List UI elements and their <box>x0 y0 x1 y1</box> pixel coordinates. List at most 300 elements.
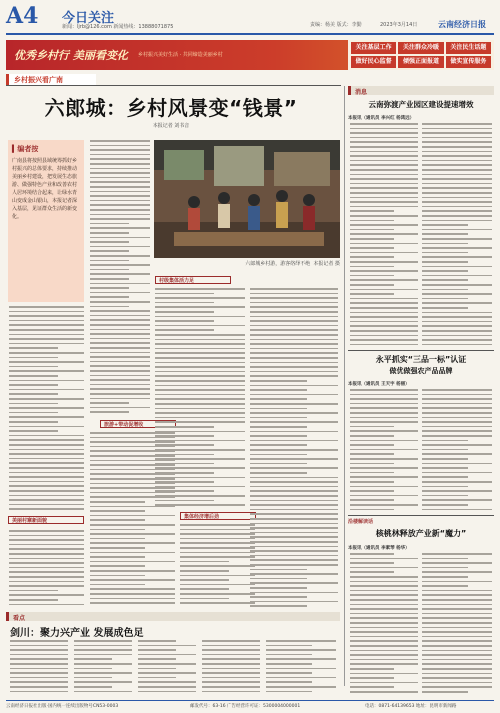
body-text-line <box>350 312 418 314</box>
badge-3: 关注民生话题 <box>446 42 491 54</box>
main-headline: 六郎城：乡村风景变“钱景” <box>44 96 298 120</box>
body-text-line <box>350 344 418 346</box>
photo-scene <box>154 140 340 258</box>
body-text-line <box>90 593 175 595</box>
subhead-1 <box>155 276 231 284</box>
body-text-line <box>90 181 150 183</box>
body-text-line <box>202 691 260 693</box>
body-text-line <box>422 682 492 684</box>
byline: 本报记者 刘书音 <box>152 123 190 129</box>
body-text-line <box>250 592 338 594</box>
story3-byline: 本报讯（通讯员 李素琴 杨华） <box>348 546 410 551</box>
body-text-line <box>155 394 245 396</box>
body-text-line <box>266 691 312 693</box>
body-text-line <box>350 243 418 245</box>
body-text-line <box>155 357 245 359</box>
body-text-line <box>9 421 58 423</box>
body-text-line <box>422 155 492 157</box>
body-text-line <box>422 224 468 226</box>
body-text-line <box>422 307 468 309</box>
body-text-line <box>9 430 58 432</box>
body-text-line <box>90 515 175 517</box>
body-text-line <box>250 532 338 534</box>
body-text-line <box>350 206 418 208</box>
body-text-line <box>155 463 214 465</box>
body-text-line <box>350 430 418 432</box>
body-text-line <box>350 325 418 327</box>
body-text-line <box>9 539 84 541</box>
body-text-line <box>180 565 255 567</box>
body-text-line <box>422 210 492 212</box>
story2-byline: 本报讯（通讯员 王天宇 杨丽） <box>348 382 410 387</box>
body-text-line <box>202 658 260 660</box>
body-text-line <box>422 302 492 304</box>
body-text-line <box>422 321 492 323</box>
body-text-line <box>155 343 245 345</box>
body-text-line <box>350 160 418 162</box>
body-text-line <box>90 464 175 466</box>
body-text-line <box>422 691 468 693</box>
body-text-line <box>250 343 338 345</box>
body-text-line <box>422 132 492 134</box>
body-text-line <box>250 366 338 368</box>
body-text-line <box>155 440 245 442</box>
body-text-line <box>90 283 150 285</box>
body-text-line <box>9 581 84 583</box>
badge-1: 关注基层工作 <box>351 42 396 54</box>
bottom-header <box>6 612 340 621</box>
body-text-line <box>350 256 394 258</box>
body-text-line <box>180 593 255 595</box>
body-text-line <box>350 495 418 497</box>
body-text-line <box>9 352 84 354</box>
body-text-line <box>9 571 84 573</box>
body-text-line <box>155 380 245 382</box>
body-text-line <box>155 348 245 350</box>
body-text-line <box>9 553 84 555</box>
body-text-line <box>180 542 255 544</box>
body-text-line <box>155 486 245 488</box>
body-text-line <box>180 524 255 526</box>
body-text-line <box>350 426 394 428</box>
body-text-line <box>350 476 418 478</box>
body-text-line <box>138 691 196 693</box>
body-text-line <box>422 631 492 633</box>
header-rule <box>6 33 494 35</box>
body-text-line <box>350 449 418 451</box>
body-text-line <box>350 617 418 619</box>
body-text-line <box>90 342 150 344</box>
footer-left: 云南经济日报社出版·国内统一连续出版物号CN53-0003 <box>6 704 119 709</box>
body-text-line <box>90 264 150 266</box>
body-text-line <box>350 187 418 189</box>
body-text-line <box>90 269 129 271</box>
body-text-line <box>74 686 112 688</box>
body-text-line <box>250 477 338 479</box>
body-text-line <box>350 339 418 341</box>
page-header <box>0 0 500 34</box>
body-text-line <box>250 509 338 511</box>
body-text-line <box>350 252 418 254</box>
body-text-line <box>90 473 175 475</box>
body-text-line <box>250 297 338 299</box>
body-text-line <box>350 472 394 474</box>
subhead-4 <box>8 516 84 524</box>
body-text-line <box>422 187 492 189</box>
body-text-line <box>422 407 492 409</box>
body-text-line <box>202 668 260 670</box>
body-text-line <box>350 261 418 263</box>
body-text-line <box>350 645 418 647</box>
body-text-line <box>422 123 492 125</box>
body-text-line <box>9 343 84 345</box>
subhead-1-text: 村级集体活力足 <box>159 278 195 284</box>
body-text-line <box>155 435 214 437</box>
body-text-line <box>90 237 150 239</box>
body-text-line <box>250 472 307 474</box>
body-text-line <box>350 636 418 638</box>
body-text-line <box>350 668 394 670</box>
column-tag-rule <box>6 85 341 86</box>
body-text-line <box>422 141 492 143</box>
body-text-line <box>250 421 338 423</box>
subhead-4-text: 美丽村寨新面貌 <box>12 518 48 524</box>
body-text-line <box>74 668 112 670</box>
body-text-line <box>350 631 418 633</box>
body-text-line <box>250 375 338 377</box>
body-text-line <box>90 200 150 202</box>
body-text-line <box>422 613 492 615</box>
body-text-line <box>250 357 338 359</box>
body-text-line <box>90 441 175 443</box>
body-text-line <box>422 636 492 638</box>
right-column-divider <box>344 86 345 686</box>
body-text-line <box>350 284 394 286</box>
body-text-line <box>90 149 150 151</box>
body-text-line <box>350 137 418 139</box>
body-text-line <box>155 371 245 373</box>
body-text-line <box>155 431 245 433</box>
newspaper-name: 云南经济日报 <box>438 20 486 29</box>
body-text-line <box>155 504 245 506</box>
body-text-line <box>422 509 492 511</box>
body-text-line <box>350 298 418 300</box>
body-text-line <box>250 417 307 419</box>
body-text-line <box>9 472 84 474</box>
body-text-line <box>250 444 307 446</box>
body-text-line <box>350 585 418 587</box>
body-text-line <box>9 530 84 532</box>
body-text-line <box>350 509 394 511</box>
body-text-line <box>155 293 214 295</box>
body-text-line <box>250 555 338 557</box>
body-text-line <box>422 298 468 300</box>
body-text-line <box>90 204 150 206</box>
body-text-line <box>350 238 394 240</box>
body-text-line <box>350 613 418 615</box>
body-text-line <box>90 319 150 321</box>
body-text-line <box>138 672 196 674</box>
body-text-line <box>10 668 68 670</box>
body-text-line <box>422 668 492 670</box>
body-text-line <box>350 321 418 323</box>
body-text-line <box>202 672 260 674</box>
body-text-line <box>422 650 492 652</box>
body-text-line <box>90 542 175 544</box>
body-text-line <box>90 273 150 275</box>
body-text-line <box>250 527 338 529</box>
body-text-line <box>10 654 68 656</box>
body-text-line <box>9 320 84 322</box>
column-tag-label: 乡村振兴看广南 <box>14 76 63 84</box>
body-text-line <box>90 402 129 404</box>
body-text-line <box>138 681 196 683</box>
body-text-line <box>422 426 492 428</box>
body-text-line <box>202 681 260 683</box>
body-text-line <box>422 640 492 642</box>
body-text-line <box>10 691 68 693</box>
body-text-line <box>90 519 145 521</box>
body-text-line <box>350 164 418 166</box>
body-text-line <box>155 449 245 451</box>
body-text-line <box>155 495 245 497</box>
body-text-line <box>9 567 84 569</box>
body-text-line <box>9 384 58 386</box>
editor-note-title <box>12 144 80 154</box>
body-text-line <box>9 334 84 336</box>
body-text-line <box>155 339 245 341</box>
body-text-line <box>9 366 58 368</box>
body-text-line <box>422 238 492 240</box>
body-text-line <box>90 432 175 434</box>
body-text-line <box>422 256 492 258</box>
body-text-line <box>350 201 418 203</box>
body-text-line <box>422 151 492 153</box>
body-text-line <box>138 677 176 679</box>
body-text-line <box>155 302 214 304</box>
body-text-line <box>9 416 84 418</box>
body-text-line <box>180 584 255 586</box>
body-text-line <box>422 467 468 469</box>
body-text-line <box>250 569 307 571</box>
badge-5: 倾强正面报道 <box>398 56 443 68</box>
body-text-line <box>138 686 196 688</box>
body-text-line <box>422 394 492 396</box>
body-text-line <box>250 587 307 589</box>
body-text-line <box>350 302 418 304</box>
body-text-line <box>180 570 229 572</box>
body-text-line <box>180 547 255 549</box>
body-text-line <box>155 362 245 364</box>
body-text-line <box>422 594 492 596</box>
body-text-line <box>350 453 394 455</box>
body-text-line <box>350 215 418 217</box>
body-text-line <box>90 478 175 480</box>
section-title: 今日关注 <box>62 11 115 26</box>
body-text-line <box>266 672 312 674</box>
body-text-line <box>350 481 394 483</box>
body-text-line <box>422 490 492 492</box>
body-text-line <box>9 439 84 441</box>
body-text-line <box>422 562 492 564</box>
body-text-line <box>422 275 492 277</box>
body-text-line <box>250 288 338 290</box>
body-text-line <box>250 380 307 382</box>
body-text-line <box>250 334 338 336</box>
body-text-line <box>10 645 68 647</box>
body-text-line <box>90 140 150 142</box>
body-text-line <box>350 499 394 501</box>
body-text-line <box>90 218 150 220</box>
body-text-line <box>90 352 150 354</box>
body-text-line <box>422 261 468 263</box>
body-text-line <box>422 590 492 592</box>
body-text-line <box>155 481 214 483</box>
body-text-line <box>350 567 418 569</box>
body-text-line <box>266 640 336 642</box>
body-text-line <box>422 659 492 661</box>
body-text-line <box>180 538 255 540</box>
body-text-line <box>90 241 129 243</box>
body-text-line <box>422 608 492 610</box>
body-text-line <box>266 677 336 679</box>
body-text-line <box>9 375 58 377</box>
body-text-line <box>90 524 175 526</box>
badge-4: 做好民心监督 <box>351 56 396 68</box>
body-text-line <box>350 335 418 337</box>
body-text-line <box>9 329 84 331</box>
body-text-line <box>250 513 338 515</box>
subhead-3-text: 集体经济增后劲 <box>184 514 220 520</box>
body-text-line <box>9 462 84 464</box>
body-text-line <box>250 605 307 607</box>
body-text-line <box>90 398 150 400</box>
body-text-line <box>350 132 418 134</box>
body-text-line <box>422 458 468 460</box>
body-text-line <box>422 421 492 423</box>
body-text-line <box>250 536 338 538</box>
body-text-line <box>90 260 129 262</box>
body-text-line <box>350 444 394 446</box>
body-text-line <box>350 467 418 469</box>
body-text-line <box>250 467 338 469</box>
body-text-line <box>250 362 338 364</box>
body-text-line <box>90 588 175 590</box>
body-text-line <box>350 307 418 309</box>
column-tag <box>6 74 96 85</box>
body-text-line <box>10 681 68 683</box>
body-text-line <box>90 565 145 567</box>
body-text-line <box>74 658 112 660</box>
body-text-line <box>155 477 245 479</box>
body-text-line <box>90 598 175 600</box>
body-text-line <box>9 393 58 395</box>
body-text-line <box>422 622 492 624</box>
body-text-line <box>350 229 394 231</box>
body-text-line <box>422 463 492 465</box>
body-text-line <box>422 558 468 560</box>
body-text-line <box>422 627 492 629</box>
story3-tag: 沿楼解读话 <box>348 519 374 525</box>
body-text-line <box>422 617 492 619</box>
body-text-line <box>250 596 307 598</box>
body-text-line <box>422 576 468 578</box>
body-text-line <box>250 601 338 603</box>
body-text-line <box>422 174 492 176</box>
body-text-line <box>350 210 394 212</box>
body-text-line <box>250 302 338 304</box>
body-text-line <box>9 370 84 372</box>
body-text-line <box>250 463 307 465</box>
body-text-line <box>422 495 468 497</box>
body-text-line <box>74 645 132 647</box>
body-text-line <box>350 458 418 460</box>
body-text-line <box>350 682 418 684</box>
body-text-line <box>422 398 492 400</box>
editor-note <box>8 140 84 302</box>
body-text-line <box>422 335 492 337</box>
bottom-headline: 剑川：聚力兴产业 发展成色足 <box>10 628 144 639</box>
body-text-line <box>155 467 245 469</box>
body-text-line <box>350 553 394 555</box>
body-text-line <box>9 347 58 349</box>
body-text-line <box>250 490 338 492</box>
body-text-line <box>422 486 468 488</box>
body-text-line <box>90 301 150 303</box>
body-text-line <box>138 658 176 660</box>
body-text-line <box>422 481 492 483</box>
body-text-line <box>422 339 492 341</box>
body-text-line <box>250 398 307 400</box>
body-text-line <box>9 481 84 483</box>
body-text-line <box>155 329 214 331</box>
body-text-line <box>155 421 245 423</box>
body-text-line <box>9 467 84 469</box>
body-text-line <box>422 686 492 688</box>
body-text-line <box>90 296 129 298</box>
story3-headline: 核桃林释放产业新“魔力” <box>375 529 467 538</box>
body-text-line <box>90 191 150 193</box>
body-text-line <box>350 316 418 318</box>
body-text-line <box>350 691 418 693</box>
section-url: 新闻：ljrb@126.com 新闻热线：13888071875 <box>62 24 174 30</box>
body-text-line <box>155 458 245 460</box>
body-text-line <box>155 454 214 456</box>
body-text-line <box>350 183 418 185</box>
body-text-line <box>422 585 468 587</box>
body-text-line <box>90 506 175 508</box>
body-text-line <box>180 602 255 604</box>
body-text-line <box>422 412 492 414</box>
body-text-line <box>90 492 175 494</box>
body-text-line <box>350 571 394 573</box>
body-text-line <box>266 658 336 660</box>
body-text-line <box>90 163 150 165</box>
body-text-line <box>350 622 418 624</box>
body-text-line <box>138 668 176 670</box>
body-text-line <box>250 394 338 396</box>
body-text-line <box>90 186 150 188</box>
body-text-line <box>202 686 260 688</box>
body-text-line <box>422 325 492 327</box>
body-text-line <box>250 431 338 433</box>
body-text-line <box>422 444 492 446</box>
body-text-line <box>9 476 84 478</box>
body-text-line <box>74 640 132 642</box>
body-text-line <box>180 588 229 590</box>
body-text-line <box>74 691 132 693</box>
body-text-line <box>422 599 492 601</box>
